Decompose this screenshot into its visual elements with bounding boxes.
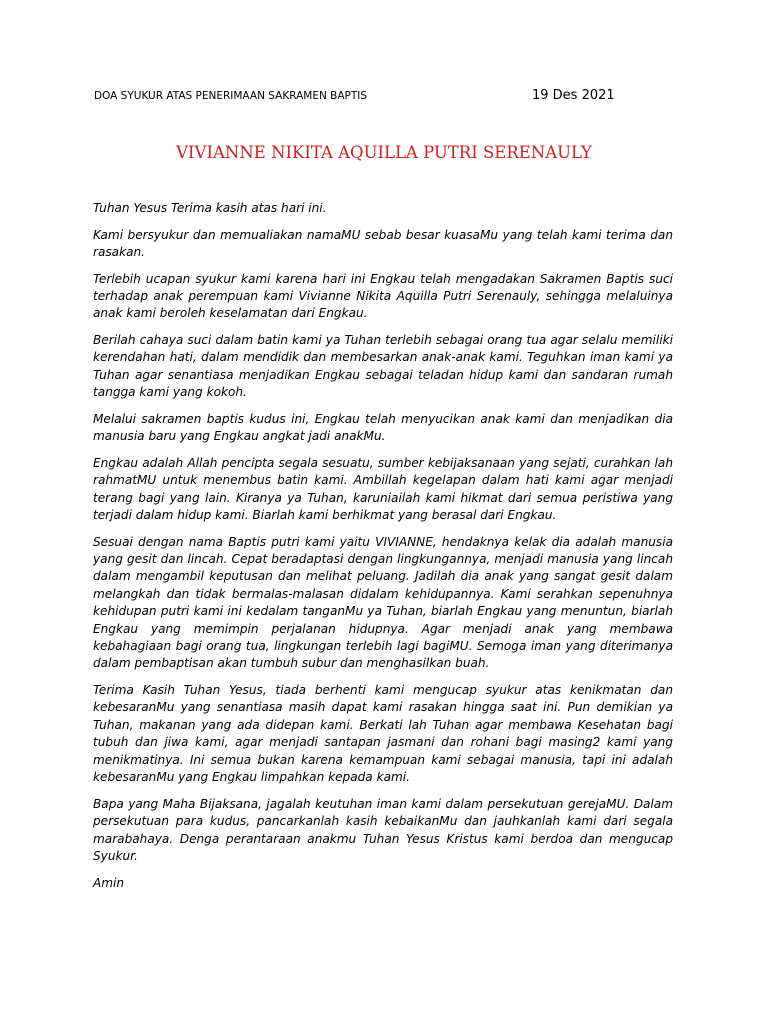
document-label: DOA SYUKUR ATAS PENERIMAAN SAKRAMEN BAPTIS: [94, 90, 368, 102]
prayer-body: [93, 200, 673, 901]
paragraph-baptism: Terlebih ucapan syukur kami karena hari ini Engkau telah mengadakan Sakramen Baptis suci terhadap anak perempuan kami Vivianne Nikita Aquilla Putri Serenauly, sehingga melaluinya anak kami beroleh keselamatan dari Engkau.: [93, 271, 673, 321]
paragraph-thanksgiving: Terima Kasih Tuhan Yesus, tiada berhenti kami mengucap syukur atas kenikmatan dan kebesaranMu yang senantiasa masih dapat kami rasakan hingga saat ini. Pun demikian ya Tuhan, makanan yang ada didepan kami. Berkati lah Tuhan agar membawa Kesehatan bagi tubuh dan jiwa kami, agar menjadi santapan jasmani dan rohani bagi masing2 kami yang menikmatinya. Ini semua bukan karena kemampuan kami sebagai manusia, tapi ini adalah kebesaranMu yang Engkau limpahkan kepada kami.: [93, 683, 673, 785]
paragraph-church: Bapa yang Maha Bijaksana, jagalah keutuhan iman kami dalam persekutuan gerejaMU. Dalam persekutuan para kudus, pancarkanlah kasih kebaikanMu dan jauhkanlah kami dari segala marabahaya. Denga perantaraan anakmu Tuhan Yesus Kristus kami berdoa dan mengucap Syukur.: [93, 796, 673, 863]
paragraph-wisdom: Engkau adalah Allah pencipta segala sesuatu, sumber kebijaksanaan yang sejati, curahkan lah rahmatMU untuk menembus batin kami. Ambillah kegelapan dalam hati kami agar menjadi terang bagi yang lain. Kiranya ya Tuhan, karuniailah kami hikmat dari semua peristiwa yang terjadi dalam hidup kami. Biarlah kami berhikmat yang berasal dari Engkau.: [93, 455, 673, 523]
paragraph-name-meaning: Sesuai dengan nama Baptis putri kami yaitu VIVIANNE, hendaknya kelak dia adalah manusia yang gesit dan lincah. Cepat beradaptasi dengan lingkungannya, menjadi manusia yang lincah dalam mengambil keputusan dan melihat peluang. Jadilah dia anak yang sangat gesit dalam melangkah dan tidak bermalas-malasan didalam kehidupannya. Kami serahkan sepenuhnya kehidupan putri kami ini kedalam tanganMu ya Tuhan, biarlah Engkau yang menuntun, biarlah Engkau yang memimpin perjalanan hidupnya. Agar menjadi anak yang membawa kebahagiaan bagi orang tua, lingkungan terlebih lagi bagiMU. Semoga iman yang diterimanya dalam pembaptisan akan tumbuh subur dan menghasilkan buah.: [93, 534, 673, 671]
paragraph-parents: Berilah cahaya suci dalam batin kami ya Tuhan terlebih sebagai orang tua agar selalu memiliki kerendahan hati, dalam mendidik dan membesarkan anak-anak kami. Teguhkan iman kami ya Tuhan agar senantiasa menjadikan Engkau sebagai teladan hidup kami dan sandaran rumah tangga kami yang kokoh.: [93, 333, 673, 400]
closing-amen: Amin: [93, 875, 125, 890]
paragraph-opening: Tuhan Yesus Terima kasih atas hari ini.: [93, 201, 327, 215]
paragraph-gratitude: Kami bersyukur dan memualiakan namaMU sebab besar kuasaMu yang telah kami terima dan rasakan.: [93, 227, 673, 259]
paragraph-sacrament: Melalui sakramen baptis kudus ini, Engkau telah menyucikan anak kami dan menjadikan dia manusia baru yang Engkau angkat jadi anakMu.: [93, 411, 673, 444]
document-date: 19 Des 2021: [532, 88, 615, 103]
page-title: VIVIANNE NIKITA AQUILLA PUTRI SERENAULY: [176, 143, 592, 162]
